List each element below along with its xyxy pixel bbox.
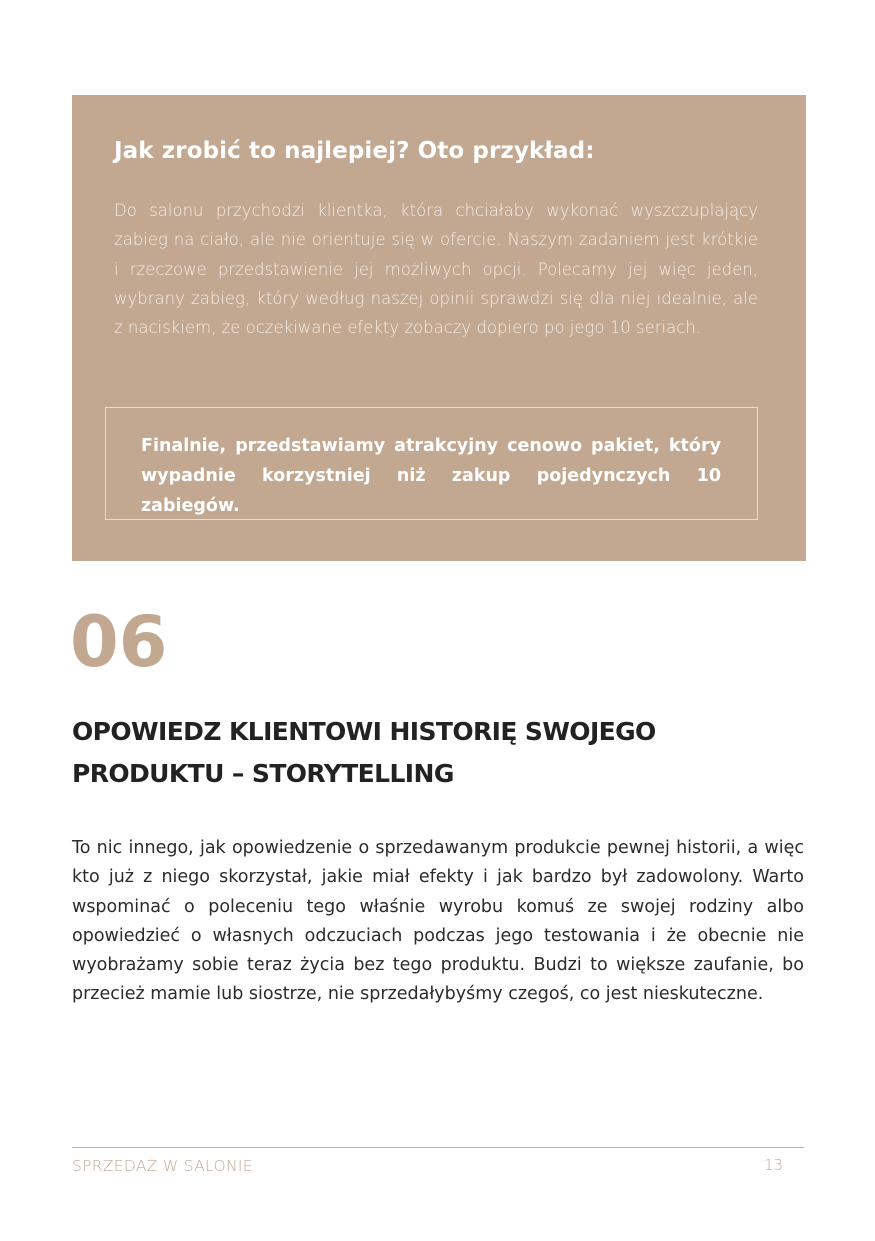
highlight-box (105, 407, 758, 520)
highlight-text: Finalnie, przedstawiamy atrakcyjny cenowo pakiet, który wypadnie korzystniej niż zakup pojedynczych 10 zabiegów. (141, 436, 721, 516)
section-number: 06 (70, 601, 168, 683)
example-title: Jak zrobić to najlepiej? Oto przykład: (114, 138, 595, 164)
section-heading: OPOWIEDZ KLIENTOWI HISTORIĘ SWOJEGO PRODUKTU – STORYTELLING (72, 717, 656, 788)
example-box (72, 95, 806, 561)
footer-divider (72, 1147, 804, 1148)
footer-label: SPRZEDAŻ W SALONIE (72, 1157, 253, 1175)
page-number: 13 (764, 1156, 784, 1174)
body-paragraph: To nic innego, jak opowiedzenie o sprzedawanym produkcie pewnej historii, a więc kto już z niego skorzystał, jakie miał efekty i jak bardzo był zadowolony. Warto wspominać o poleceniu tego właśnie wyrobu komuś ze swojej rodziny albo opowiedzieć o własnych odczuciach podczas jego testowania i że obecnie nie wyobrażamy sobie teraz życia bez tego produktu. Budzi to większe zaufanie, bo przecież mamie lub siostrze, nie sprzedałybyśmy czegoś, co jest nieskuteczne. (72, 838, 804, 1005)
example-text: Do salonu przychodzi klientka, która chciałaby wykonać wyszczuplający zabieg na ciało, ale nie orientuje się w ofercie. Naszym zadaniem jest krótkie i rzeczowe przedstawienie jej możliwych opcji. Polecamy jej więc jeden, wybrany zabieg, który według naszej opinii sprawdzi się dla niej idealnie, ale z naciskiem, że oczekiwane efekty zobaczy dopiero po jego 10 seriach. (114, 201, 758, 338)
